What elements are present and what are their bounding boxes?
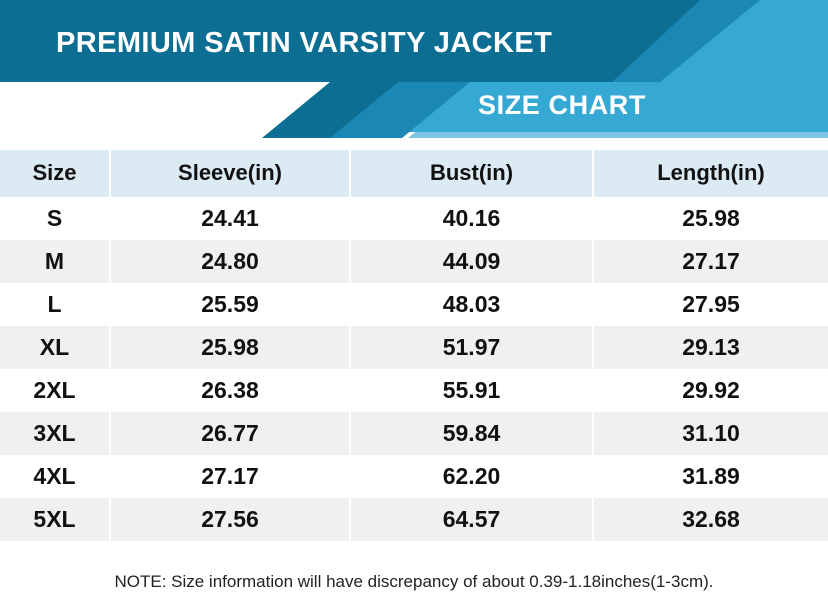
- cell-length: 29.13: [593, 326, 828, 369]
- cell-size: S: [0, 197, 110, 240]
- table-row: [0, 240, 828, 283]
- cell-sleeve: 24.80: [110, 240, 350, 283]
- cell-size: L: [0, 283, 110, 326]
- cell-bust: 62.20: [350, 455, 593, 498]
- cell-sleeve: 26.38: [110, 369, 350, 412]
- header-shapes-icon: [0, 0, 828, 138]
- cell-length: 32.68: [593, 498, 828, 541]
- column-header-size: Size: [0, 150, 110, 197]
- cell-sleeve: 25.98: [110, 326, 350, 369]
- table-row: [0, 455, 828, 498]
- cell-sleeve: 25.59: [110, 283, 350, 326]
- cell-length: 27.95: [593, 283, 828, 326]
- table-row: [0, 197, 828, 240]
- cell-size: 5XL: [0, 498, 110, 541]
- size-table: [0, 150, 828, 541]
- cell-size: 3XL: [0, 412, 110, 455]
- size-table-container: [0, 150, 828, 541]
- header-subtitle: SIZE CHART: [478, 90, 646, 120]
- cell-size: M: [0, 240, 110, 283]
- size-note: NOTE: Size information will have discrepancy of about 0.39-1.18inches(1-3cm).: [114, 572, 714, 591]
- cell-length: 29.92: [593, 369, 828, 412]
- cell-length: 25.98: [593, 197, 828, 240]
- table-row: [0, 369, 828, 412]
- cell-sleeve: 26.77: [110, 412, 350, 455]
- table-row: [0, 326, 828, 369]
- table-header-row: [0, 150, 828, 197]
- table-header: [0, 150, 828, 197]
- cell-size: 2XL: [0, 369, 110, 412]
- table-row: [0, 412, 828, 455]
- cell-length: 27.17: [593, 240, 828, 283]
- table-row: [0, 498, 828, 541]
- cell-sleeve: 27.17: [110, 455, 350, 498]
- cell-bust: 40.16: [350, 197, 593, 240]
- cell-sleeve: 27.56: [110, 498, 350, 541]
- column-header-length: Length(in): [593, 150, 828, 197]
- table-body: [0, 197, 828, 541]
- cell-length: 31.89: [593, 455, 828, 498]
- cell-bust: 59.84: [350, 412, 593, 455]
- cell-bust: 55.91: [350, 369, 593, 412]
- column-header-bust: Bust(in): [350, 150, 593, 197]
- page-title: PREMIUM SATIN VARSITY JACKET: [56, 27, 553, 59]
- cell-size: 4XL: [0, 455, 110, 498]
- cell-length: 31.10: [593, 412, 828, 455]
- cell-bust: 51.97: [350, 326, 593, 369]
- cell-bust: 64.57: [350, 498, 593, 541]
- table-row: [0, 283, 828, 326]
- header-banner: [0, 0, 828, 138]
- cell-bust: 44.09: [350, 240, 593, 283]
- cell-sleeve: 24.41: [110, 197, 350, 240]
- column-header-sleeve: Sleeve(in): [110, 150, 350, 197]
- cell-bust: 48.03: [350, 283, 593, 326]
- cell-size: XL: [0, 326, 110, 369]
